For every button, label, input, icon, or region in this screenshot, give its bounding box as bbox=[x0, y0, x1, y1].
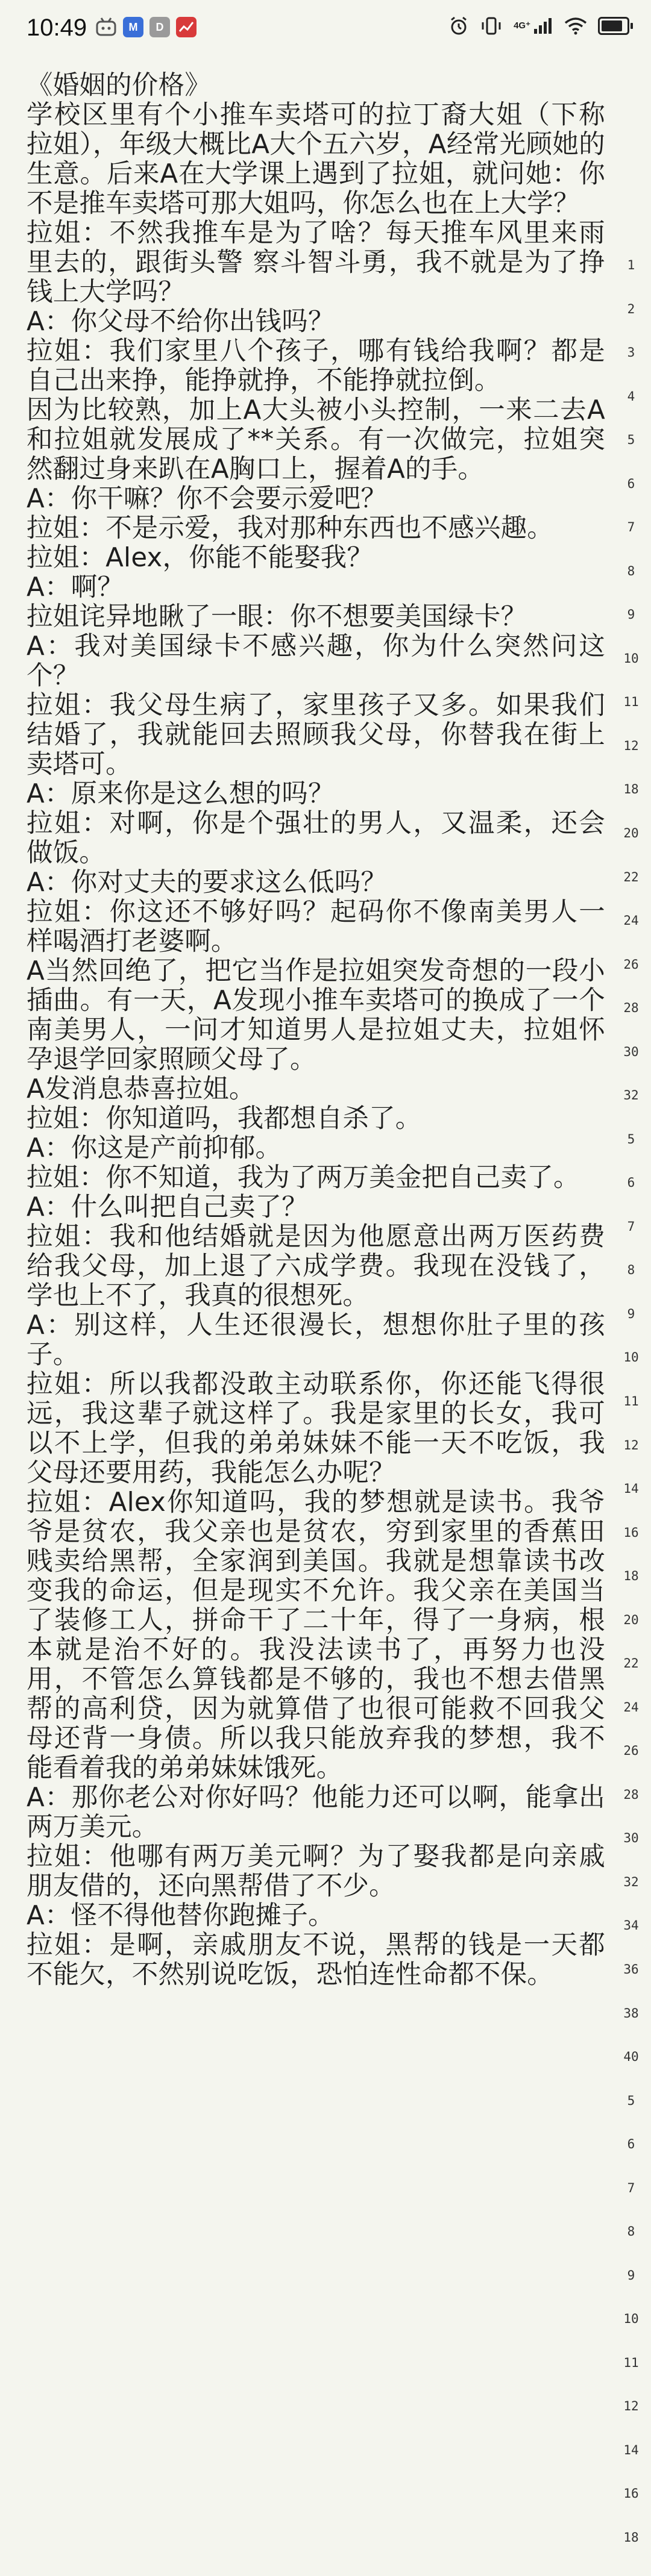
margin-number: 7 bbox=[627, 2181, 635, 2195]
article-paragraph: A：那你老公对你好吗？他能力还可以啊，能拿出两万美元。 bbox=[27, 1783, 605, 1842]
margin-number: 36 bbox=[623, 1962, 639, 1977]
article-text bbox=[27, 71, 605, 1990]
article-paragraph: A：你这是产前抑郁。 bbox=[27, 1133, 282, 1163]
margin-number: 11 bbox=[623, 2356, 639, 2370]
margin-number: 9 bbox=[627, 1307, 635, 1321]
margin-number: 14 bbox=[623, 1481, 639, 1496]
margin-number: 7 bbox=[627, 1219, 635, 1234]
wifi-icon bbox=[564, 17, 587, 35]
article-paragraph: A：你对丈夫的要求这么低吗？ bbox=[27, 868, 388, 898]
article-paragraph: 拉姐诧异地瞅了一眼：你不想要美国绿卡？ bbox=[27, 602, 527, 632]
article-paragraph: 拉姐：所以我都没敢主动联系你，你还能飞得很远，我这辈子就这样了。我是家里的长女，我可以不上学，但我的弟弟妹妹不能一天不吃饭，我父母还要用药，我能怎么办呢？ bbox=[27, 1369, 605, 1488]
article-paragraph: A：怪不得他替你跑摊子。 bbox=[27, 1901, 335, 1931]
margin-number: 26 bbox=[623, 1743, 639, 1758]
margin-number: 4 bbox=[627, 389, 635, 404]
margin-number: 1 bbox=[627, 258, 635, 272]
article-title: 《婚姻的价格》 bbox=[27, 70, 211, 101]
app-icon-blue: M bbox=[123, 17, 143, 37]
margin-number: 5 bbox=[627, 2093, 635, 2108]
margin-number: 10 bbox=[623, 1350, 639, 1365]
margin-number: 18 bbox=[623, 2530, 639, 2545]
margin-number: 12 bbox=[623, 739, 639, 753]
article-paragraph: 拉姐：我父母生病了，家里孩子又多。如果我们结婚了，我就能回去照顾我父母，你替我在街上卖塔可。 bbox=[27, 690, 605, 780]
margin-number: 9 bbox=[627, 2268, 635, 2283]
margin-number: 6 bbox=[627, 2137, 635, 2151]
article-paragraph: A：我对美国绿卡不感兴趣，你为什么突然问这个？ bbox=[27, 631, 605, 691]
margin-number: 11 bbox=[623, 695, 639, 709]
margin-number: 34 bbox=[623, 1918, 639, 1933]
margin-number: 14 bbox=[623, 2443, 639, 2457]
article-paragraph: A：原来你是这么想的吗？ bbox=[27, 779, 335, 809]
battery-fill bbox=[602, 20, 622, 31]
margin-number: 8 bbox=[627, 564, 635, 578]
article-paragraph: 拉姐：我和他结婚就是因为他愿意出两万医药费给我父母，加上退了六成学费。我现在没钱了，学也上不了，我真的很想死。 bbox=[27, 1222, 605, 1311]
article-paragraph: A：你干嘛？你不会要示爱吧？ bbox=[27, 484, 388, 514]
article-paragraph: 拉姐：不然我推车是为了啥？每天推车风里来雨里去的，跟街头警 察斗智斗勇，我不就是为了挣钱上大学吗？ bbox=[27, 218, 605, 307]
margin-number: 24 bbox=[623, 1700, 639, 1715]
alarm-icon bbox=[448, 16, 469, 36]
article-paragraph: A发消息恭喜拉姐。 bbox=[27, 1074, 256, 1104]
margin-number: 40 bbox=[623, 2049, 639, 2064]
article-paragraph: A：你父母不给你出钱吗？ bbox=[27, 307, 335, 337]
margin-number: 8 bbox=[627, 2224, 635, 2239]
margin-number: 32 bbox=[623, 1875, 639, 1889]
article-paragraph: 因为比较熟，加上A大头被小头控制，一来二去A和拉姐就发展成了**关系。有一次做完，拉姐突然翻过身来趴在A胸口上，握着A的手。 bbox=[27, 395, 605, 484]
margin-number: 11 bbox=[623, 1394, 639, 1408]
article-paragraph: 拉姐：对啊，你是个强壮的男人，又温柔，还会做饭。 bbox=[27, 808, 605, 868]
margin-number: 18 bbox=[623, 782, 639, 796]
margin-number: 7 bbox=[627, 520, 635, 534]
margin-number: 6 bbox=[627, 477, 635, 491]
article-paragraph: 拉姐：不是示爱，我对那种东西也不感兴趣。 bbox=[27, 513, 553, 543]
margin-number: 20 bbox=[623, 826, 639, 840]
article-paragraph: 学校区里有个小推车卖塔可的拉丁裔大姐（下称拉姐），年级大概比A大个五六岁，A经常光顾她的生意。后来A在大学课上遇到了拉姐，就问她：你不是推车卖塔可那大姐吗，你怎么也在上大学？ bbox=[27, 100, 605, 219]
article-paragraph: A：啊？ bbox=[27, 572, 124, 602]
article-paragraph: 拉姐：他哪有两万美元啊？为了娶我都是向亲戚朋友借的，还向黑帮借了不少。 bbox=[27, 1842, 605, 1901]
article-paragraph: 拉姐：Alex，你能不能娶我？ bbox=[27, 543, 374, 573]
article-paragraph: A：什么叫把自己卖了？ bbox=[27, 1192, 308, 1222]
margin-number: 8 bbox=[627, 1263, 635, 1277]
mobile-signal bbox=[514, 17, 553, 35]
margin-number: 5 bbox=[627, 433, 635, 447]
network-type-label: 4G⁺ bbox=[514, 20, 530, 31]
app-icon-grey: D bbox=[149, 17, 170, 37]
article-paragraph: 拉姐：你不知道，我为了两万美金把自己卖了。 bbox=[27, 1163, 580, 1193]
chart-app-icon bbox=[176, 17, 197, 37]
system-icons bbox=[448, 16, 633, 36]
notification-icons bbox=[95, 17, 197, 37]
margin-number: 2 bbox=[627, 302, 635, 316]
margin-number: 10 bbox=[623, 651, 639, 666]
status-time: 10:49 bbox=[27, 14, 87, 41]
article-paragraph: 拉姐：Alex你知道吗，我的梦想就是读书。我爷爷是贫农，我父亲也是贫农，穷到家里的香蕉田贱卖给黑帮，全家润到美国。我就是想靠读书改变我的命运，但是现实不允许。我父亲在美国当了装修工人，拼命干了二十年，得了一身病，根本就是治不好的。我没法读书了，再努力也没用，不管怎么算钱都是不够的，我也不想去借黑帮的高利贷，因为就算借了也很可能救不回我父母还背一身债。所以我只能放弃我的梦想，我不能看着我的弟弟妹妹饿死。 bbox=[27, 1487, 605, 1783]
margin-line-numbers bbox=[621, 0, 651, 2576]
margin-number: 30 bbox=[623, 1831, 639, 1845]
margin-number: 22 bbox=[623, 870, 639, 884]
article-paragraph: 拉姐：是啊，亲戚朋友不说，黑帮的钱是一天都不能欠，不然别说吃饭，恐怕连性命都不保。 bbox=[27, 1930, 605, 1990]
margin-number: 32 bbox=[623, 1088, 639, 1102]
article-paragraph: 拉姐：我们家里八个孩子，哪有钱给我啊？都是自己出来挣，能挣就挣，不能挣就拉倒。 bbox=[27, 336, 605, 396]
status-bar bbox=[0, 0, 651, 60]
margin-number: 38 bbox=[623, 2006, 639, 2021]
margin-number: 18 bbox=[623, 1569, 639, 1583]
margin-number: 30 bbox=[623, 1045, 639, 1059]
bilibili-icon bbox=[95, 17, 117, 37]
article-paragraph: A：别这样，人生还很漫长，想想你肚子里的孩子。 bbox=[27, 1310, 605, 1370]
margin-number: 12 bbox=[623, 1438, 639, 1452]
margin-number: 5 bbox=[627, 1132, 635, 1146]
margin-number: 10 bbox=[623, 2312, 639, 2326]
margin-number: 16 bbox=[623, 2486, 639, 2501]
margin-number: 3 bbox=[627, 345, 635, 360]
margin-number: 12 bbox=[623, 2399, 639, 2413]
article-paragraph: 拉姐：你这还不够好吗？起码你不像南美男人一样喝酒打老婆啊。 bbox=[27, 897, 605, 957]
vibrate-icon bbox=[480, 16, 503, 36]
signal-bars-icon bbox=[533, 17, 553, 35]
margin-number: 28 bbox=[623, 1787, 639, 1802]
margin-number: 26 bbox=[623, 957, 639, 972]
margin-number: 6 bbox=[627, 1175, 635, 1190]
article-paragraph: 拉姐：你知道吗，我都想自杀了。 bbox=[27, 1104, 422, 1134]
article-paragraph: A当然回绝了，把它当作是拉姐突发奇想的一段小插曲。有一天，A发现小推车卖塔可的换成了一个南美男人，一问才知道男人是拉姐丈夫，拉姐怀孕退学回家照顾父母了。 bbox=[27, 956, 605, 1075]
margin-number: 16 bbox=[623, 1525, 639, 1540]
margin-number: 22 bbox=[623, 1656, 639, 1671]
margin-number: 20 bbox=[623, 1613, 639, 1627]
margin-number: 9 bbox=[627, 607, 635, 622]
margin-number: 24 bbox=[623, 913, 639, 928]
margin-number: 28 bbox=[623, 1001, 639, 1015]
